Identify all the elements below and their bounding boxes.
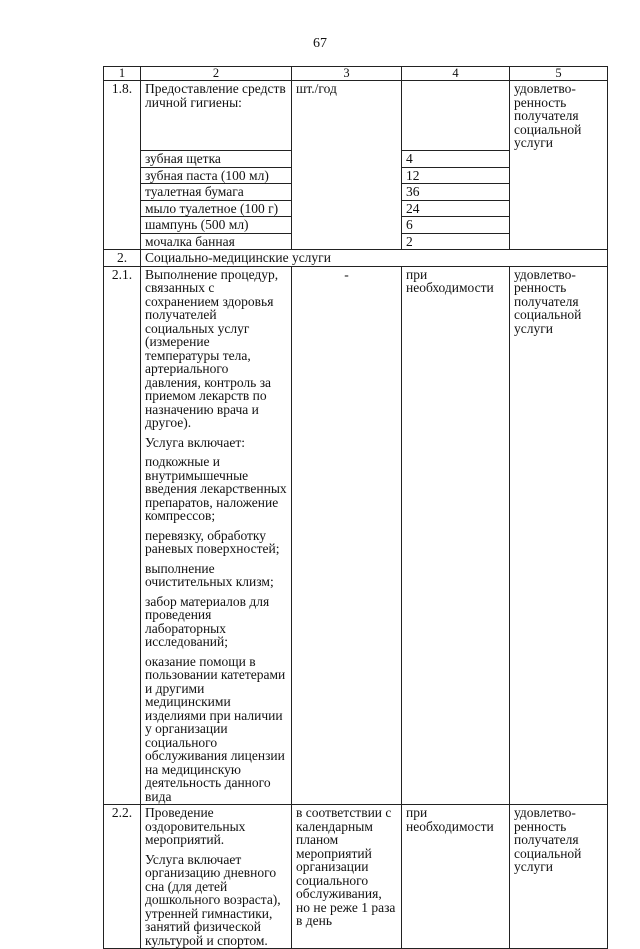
paragraph: Проведение оздоровительных мероприятий. xyxy=(145,805,246,847)
table-row xyxy=(104,266,608,805)
services-table xyxy=(103,66,608,949)
paragraph: Услуга включает: xyxy=(145,434,245,450)
result-cell: удовлетво-ренность получателя социальной услуги xyxy=(510,805,608,949)
table-row xyxy=(104,81,608,151)
paragraph: оказание помощи в пользовании катетерами и другими медицинскими изделиями при наличии у организации социального обслуживания лицензии на медицинскую деятельность данного вида xyxy=(145,653,286,804)
paragraph: Выполнение процедур, связанных с сохранением здоровья получателей социальных услуг (измерение температуры тела, артериального давления, контроль за приемом лекарств по назначению врача и другое). xyxy=(145,266,279,430)
paragraph: выполнение очистительных клизм; xyxy=(145,560,274,589)
table-row xyxy=(104,217,608,234)
frequency-cell: в соответствии с календарным планом мероприятий организации социального обслуживания, но не реже 1 раза в день xyxy=(292,805,402,949)
header-row xyxy=(104,67,608,81)
paragraph: Услуга включает организацию дневного сна (для детей дошкольного возраста), утренней гимнастики, занятий физической культурой и спортом. xyxy=(145,851,281,948)
header-col-5: 5 xyxy=(510,67,608,81)
table-row xyxy=(104,200,608,217)
service-description xyxy=(141,266,292,805)
row-number: 2.2. xyxy=(104,805,141,949)
item-qty: 12 xyxy=(402,167,510,184)
table-row xyxy=(104,167,608,184)
unit-cell: шт./год xyxy=(292,81,402,151)
header-col-1: 1 xyxy=(104,67,141,81)
service-title: Предоставление средств личной гигиены: xyxy=(141,81,292,151)
item-name: шампунь (500 мл) xyxy=(141,217,292,234)
header-col-4: 4 xyxy=(402,67,510,81)
result-cell: удовлетво-ренность получателя социальной услуги xyxy=(510,81,608,151)
item-qty: 2 xyxy=(402,233,510,250)
paragraph: забор материалов для проведения лабораторных исследований; xyxy=(145,593,270,649)
term-cell: при необходимости xyxy=(402,805,510,949)
paragraph: перевязку, обработку раневых поверхностей; xyxy=(145,527,280,556)
section-title: Социально-медицинские услуги xyxy=(141,250,608,267)
item-name: зубная паста (100 мл) xyxy=(141,167,292,184)
section-number: 2. xyxy=(104,250,141,267)
section-row xyxy=(104,250,608,267)
item-qty: 36 xyxy=(402,184,510,201)
paragraph: подкожные и внутримышечные введения лекарственных препаратов, наложение компрессов; xyxy=(145,454,287,523)
header-col-2: 2 xyxy=(141,67,292,81)
item-qty: 4 xyxy=(402,151,510,168)
item-name: мочалка банная xyxy=(141,233,292,250)
service-description xyxy=(141,805,292,949)
term-cell: при необходимости xyxy=(402,266,510,805)
frequency-cell: - xyxy=(292,266,402,805)
table-row xyxy=(104,151,608,168)
table-row xyxy=(104,233,608,250)
table-row xyxy=(104,184,608,201)
item-name: туалетная бумага xyxy=(141,184,292,201)
header-col-3: 3 xyxy=(292,67,402,81)
row-number: 1.8. xyxy=(104,81,141,151)
result-cell: удовлетво-ренность получателя социальной услуги xyxy=(510,266,608,805)
item-name: мыло туалетное (100 г) xyxy=(141,200,292,217)
page-number: 67 xyxy=(313,36,327,51)
item-qty: 24 xyxy=(402,200,510,217)
table-row xyxy=(104,805,608,949)
item-name: зубная щетка xyxy=(141,151,292,168)
qty-cell-empty xyxy=(402,81,510,151)
row-number: 2.1. xyxy=(104,266,141,805)
item-qty: 6 xyxy=(402,217,510,234)
